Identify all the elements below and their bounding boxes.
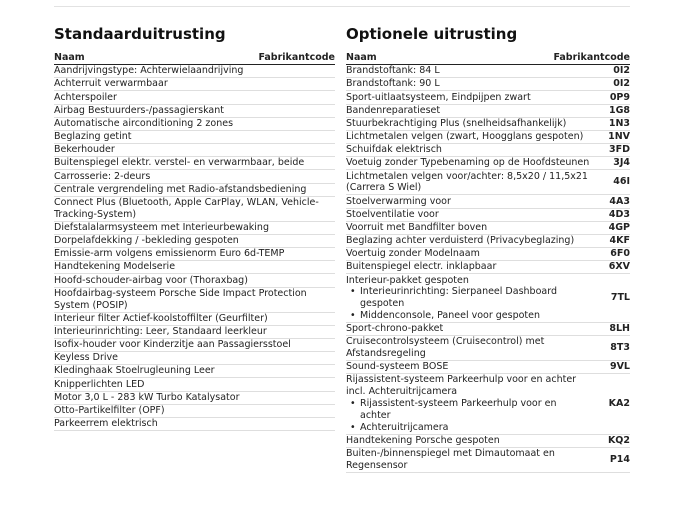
equipment-name: Parkeerrem elektrisch xyxy=(54,418,158,430)
equipment-name-cell xyxy=(346,336,590,360)
package-contents-list xyxy=(346,286,590,321)
table-row xyxy=(54,131,335,144)
equipment-name-cell xyxy=(346,196,590,208)
table-row xyxy=(54,118,335,131)
equipment-name: Dorpelafdekking / -bekleding gespoten xyxy=(54,235,239,247)
equipment-name: Lichtmetalen velgen voor/achter: 8,5x20 / 11,5x21 (Carrera S Wiel) xyxy=(346,170,588,194)
equipment-name: Buiten-/binnenspiegel met Dimautomaat en Regensensor xyxy=(346,447,555,471)
table-row xyxy=(54,184,335,197)
equipment-name: Stoelverwarming voor xyxy=(346,195,451,207)
equipment-name-cell xyxy=(346,78,590,90)
table-row xyxy=(346,118,630,131)
equipment-name: Stoelventilatie voor xyxy=(346,208,439,220)
table-row xyxy=(54,405,335,418)
equipment-name-cell xyxy=(346,65,590,77)
equipment-name: Voorruit met Bandfilter boven xyxy=(346,221,488,233)
table-row xyxy=(346,131,630,144)
equipment-name: Aandrijvingstype: Achterwielaandrijving xyxy=(54,65,244,77)
equipment-name: Kledinghaak Stoelrugleuning Leer xyxy=(54,365,215,377)
equipment-name: Interieur-pakket gespoten xyxy=(346,274,469,286)
manufacturer-code: 0I2 xyxy=(613,65,630,77)
column-header-name: Naam xyxy=(54,52,85,63)
table-row xyxy=(54,392,335,405)
equipment-name: Schuifdak elektrisch xyxy=(346,144,442,156)
table-row xyxy=(346,274,630,323)
equipment-name: Emissie-arm volgens emissienorm Euro 6d-TEMP xyxy=(54,248,285,260)
column-header-code: Fabrikantcode xyxy=(258,52,335,63)
equipment-name-cell xyxy=(346,222,590,234)
column-header-code: Fabrikantcode xyxy=(553,52,630,63)
standard-equipment-list xyxy=(54,65,335,431)
table-row xyxy=(54,91,335,104)
table-row xyxy=(346,195,630,208)
table-row xyxy=(54,313,335,326)
table-row xyxy=(54,326,335,339)
table-row xyxy=(346,157,630,170)
package-item: • Achteruitrijcamera xyxy=(346,422,590,434)
equipment-name-cell xyxy=(346,235,590,247)
equipment-name: Airbag Bestuurders-/passagierskant xyxy=(54,104,224,116)
table-row xyxy=(54,288,335,313)
table-row xyxy=(54,235,335,248)
equipment-name: Hoofdairbag-systeem Porsche Side Impact Protection System (POSIP) xyxy=(54,287,307,311)
table-row xyxy=(54,170,335,183)
manufacturer-code: 4GP xyxy=(608,221,630,233)
equipment-name-cell xyxy=(346,209,590,221)
equipment-name-cell xyxy=(346,361,590,373)
equipment-name-cell xyxy=(346,118,590,130)
optional-equipment-title: Optionele uitrusting xyxy=(346,25,518,43)
table-row xyxy=(346,222,630,235)
equipment-name: Buitenspiegel electr. inklapbaar xyxy=(346,261,497,273)
table-row xyxy=(346,261,630,274)
equipment-name: Brandstoftank: 84 L xyxy=(346,65,440,77)
manufacturer-code: 46I xyxy=(613,176,630,188)
equipment-name: Rijassistent-systeem Parkeerhulp voor en achter incl. Achteruitrijcamera xyxy=(346,374,577,398)
manufacturer-code: 7TL xyxy=(610,292,630,304)
equipment-name: Centrale vergrendeling met Radio-afstandsbediening xyxy=(54,183,307,195)
equipment-name: Sport-uitlaatsysteem, Eindpijpen zwart xyxy=(346,91,531,103)
equipment-name-cell xyxy=(346,435,590,447)
table-row xyxy=(346,65,630,78)
equipment-name: Interieurinrichting: Leer, Standaard leerkleur xyxy=(54,325,267,337)
equipment-name-cell xyxy=(346,131,590,143)
optional-table-header xyxy=(346,51,630,65)
manufacturer-code: KA2 xyxy=(608,398,630,410)
equipment-name-cell xyxy=(346,157,590,169)
equipment-name: Motor 3,0 L - 283 kW Turbo Katalysator xyxy=(54,391,240,403)
equipment-name: Beglazing achter verduisterd (Privacybeglazing) xyxy=(346,235,575,247)
equipment-name-cell xyxy=(346,261,590,273)
table-row xyxy=(346,448,630,473)
equipment-name: Carrosserie: 2-deurs xyxy=(54,170,151,182)
equipment-name: Handtekening Modelserie xyxy=(54,261,176,273)
table-row xyxy=(346,235,630,248)
manufacturer-code: 4D3 xyxy=(608,208,630,220)
table-row xyxy=(346,144,630,157)
table-row xyxy=(54,222,335,235)
table-row xyxy=(346,209,630,222)
standard-equipment-title: Standaarduitrusting xyxy=(54,25,226,43)
equipment-name: Keyless Drive xyxy=(54,352,118,364)
equipment-name: Interieur filter Actief-koolstoffilter (Geurfilter) xyxy=(54,312,268,324)
table-row xyxy=(346,248,630,261)
equipment-name: Automatische airconditioning 2 zones xyxy=(54,117,234,129)
column-header-name: Naam xyxy=(346,52,377,63)
table-row xyxy=(54,78,335,91)
equipment-name: Sound-systeem BOSE xyxy=(346,361,449,373)
equipment-name: Achterspoiler xyxy=(54,91,117,103)
table-row xyxy=(54,418,335,431)
equipment-name: Achterruit verwarmbaar xyxy=(54,78,168,90)
table-row xyxy=(346,361,630,374)
table-row xyxy=(346,323,630,336)
manufacturer-code: 8LH xyxy=(609,323,630,335)
equipment-name: Sport-chrono-pakket xyxy=(346,323,444,335)
package-contents-list xyxy=(346,398,590,433)
table-row xyxy=(54,144,335,157)
equipment-name-cell xyxy=(346,275,590,322)
table-row xyxy=(54,261,335,274)
equipment-name: Knipperlichten LED xyxy=(54,378,145,390)
standard-equipment-section xyxy=(54,24,335,431)
optional-equipment-section xyxy=(346,24,630,473)
equipment-name: Voertuig zonder Modelnaam xyxy=(346,248,480,260)
manufacturer-code: KQ2 xyxy=(607,434,630,446)
table-row xyxy=(346,78,630,91)
equipment-name: Connect Plus (Bluetooth, Apple CarPlay, WLAN, Vehicle-Tracking-System) xyxy=(54,196,319,220)
manufacturer-code: 4KF xyxy=(609,235,630,247)
table-row xyxy=(346,170,630,195)
manufacturer-code: 3J4 xyxy=(613,157,630,169)
table-row xyxy=(54,248,335,261)
package-item: • Middenconsole, Paneel voor gespoten xyxy=(346,310,590,322)
equipment-name: Hoofd-schouder-airbag voor (Thoraxbag) xyxy=(54,274,248,286)
standard-table-header xyxy=(54,51,335,65)
equipment-name-cell xyxy=(346,144,590,156)
manufacturer-code: 6XV xyxy=(608,261,630,273)
manufacturer-code: 1G8 xyxy=(608,104,630,116)
manufacturer-code: 0I2 xyxy=(613,78,630,90)
manufacturer-code: 4A3 xyxy=(609,195,630,207)
equipment-name-cell xyxy=(346,92,590,104)
equipment-name: Handtekening Porsche gespoten xyxy=(346,434,500,446)
equipment-name-cell xyxy=(346,171,590,195)
equipment-name: Lichtmetalen velgen (zwart, Hoogglans gespoten) xyxy=(346,131,584,143)
manufacturer-code: 1N3 xyxy=(608,117,630,129)
table-row xyxy=(346,105,630,118)
table-row xyxy=(346,91,630,104)
equipment-name: Diefstalalarmsysteem met Interieurbewaking xyxy=(54,221,269,233)
table-row xyxy=(54,339,335,352)
equipment-name: Brandstoftank: 90 L xyxy=(346,78,440,90)
table-row xyxy=(54,157,335,170)
table-row xyxy=(54,365,335,378)
table-row xyxy=(54,105,335,118)
manufacturer-code: 8T3 xyxy=(610,342,630,354)
table-row xyxy=(54,65,335,78)
table-row xyxy=(54,274,335,287)
manufacturer-code: 6F0 xyxy=(610,248,630,260)
manufacturer-code: 9VL xyxy=(609,361,630,373)
manufacturer-code: 1NV xyxy=(608,131,630,143)
table-row xyxy=(54,378,335,391)
top-divider xyxy=(54,6,630,7)
equipment-name: Beglazing getint xyxy=(54,131,132,143)
table-row xyxy=(346,435,630,448)
optional-equipment-list xyxy=(346,65,630,473)
equipment-name-cell xyxy=(346,374,590,433)
package-item: • Interieurinrichting: Sierpaneel Dashboard gespoten xyxy=(346,286,590,310)
package-item: • Rijassistent-systeem Parkeerhulp voor en achter xyxy=(346,398,590,422)
table-row xyxy=(54,352,335,365)
manufacturer-code: 0P9 xyxy=(609,91,630,103)
table-row xyxy=(54,197,335,222)
equipment-name: Bekerhouder xyxy=(54,144,115,156)
equipment-name: Otto-Partikelfilter (OPF) xyxy=(54,404,165,416)
equipment-name-cell xyxy=(346,448,590,472)
equipment-name: Stuurbekrachtiging Plus (snelheidsafhankelijk) xyxy=(346,117,567,129)
table-row xyxy=(346,336,630,361)
equipment-name-cell xyxy=(346,323,590,335)
table-row xyxy=(346,374,630,434)
equipment-name: Voetuig zonder Typebenaming op de Hoofdsteunen xyxy=(346,157,590,169)
equipment-name-cell xyxy=(346,105,590,117)
manufacturer-code: 3FD xyxy=(609,144,630,156)
equipment-name: Cruisecontrolsysteem (Cruisecontrol) met Afstandsregeling xyxy=(346,336,545,360)
equipment-name: Isofix-houder voor Kinderzitje aan Passagiersstoel xyxy=(54,339,291,351)
equipment-name: Bandenreparatieset xyxy=(346,104,441,116)
manufacturer-code: P14 xyxy=(609,453,630,465)
equipment-name-cell xyxy=(346,248,590,260)
equipment-name: Buitenspiegel elektr. verstel- en verwarmbaar, beide xyxy=(54,157,305,169)
